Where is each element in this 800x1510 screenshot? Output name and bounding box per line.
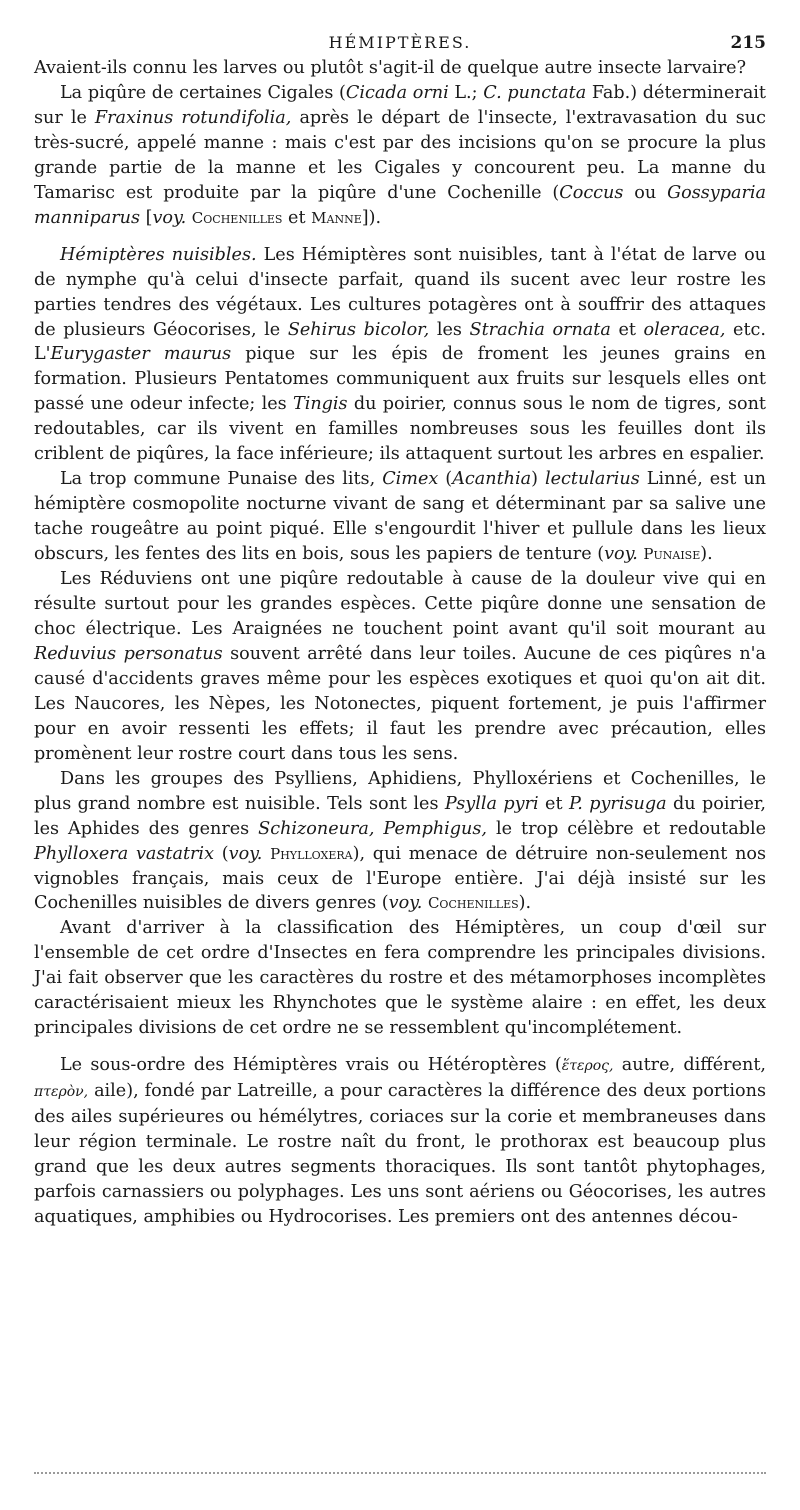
text-run: après le départ de l'insecte, l'extravasation du suc très-sucré, appelé manne : mais c'est par des incisions qu'on se procure la plus grande partie de la manne et les Cigales y concourent peu. La manne du Tamarisc est produite par la piqûre d'une Cochenille ( xyxy=(34,107,766,203)
paragraph-1 xyxy=(34,56,766,81)
text-run: et xyxy=(282,207,312,228)
paragraph-7 xyxy=(34,916,766,1041)
running-title: HÉMIPTÈRES. xyxy=(328,33,472,52)
text-run: Le sous-ordre des Hémiptères vrais ou Hétéroptères ( xyxy=(60,1055,562,1076)
small-caps-reference: Cochenilles xyxy=(191,208,283,227)
species-name: Phylloxera vastatrix xyxy=(34,843,214,864)
text-run: Les Réduviens ont une piqûre redoutable à cause de la douleur vive qui en résulte surtout pour les grandes espèces. Cette piqûre donne une sensation de choc électrique. Les Araignées ne touchent point avant qu'il soit mourant au xyxy=(34,569,766,639)
text-run: ). xyxy=(700,544,713,565)
text-run: Dans les groupes des Psylliens, Aphidiens, Phylloxériens et Cochenilles, le plus grand nombre est nuisible. Tels sont les xyxy=(34,768,766,814)
paragraph-text: Avant d'arriver à la classification des Hémiptères, un coup d'œil sur l'ensemble de cet ordre d'Insectes en fera comprendre les principales divisions. J'ai fait observer que les caractères du rostre et des métamorphoses incomplètes caractérisaient mieux les Rhynchotes que le système alaire : en effet, les deux principales divisions de cet ordre ne se ressemblent qu'incomplétement. xyxy=(34,918,766,1039)
body-text xyxy=(34,56,766,1230)
paragraph-4 xyxy=(34,467,766,567)
species-name: lectularius xyxy=(544,469,640,490)
greek-word: πτερὸν, xyxy=(34,1084,89,1101)
cross-reference: voy. xyxy=(228,843,263,864)
text-run: ou xyxy=(623,182,668,203)
text-run: etc. L' xyxy=(34,319,766,365)
greek-word: ἕτερος, xyxy=(561,1058,614,1075)
species-name: oleracea, xyxy=(643,319,726,340)
text-run: Fab.) déterminerait sur le xyxy=(34,82,766,128)
text-run xyxy=(262,844,270,864)
text-run: du poirier, les Aphides des genres xyxy=(34,793,766,839)
paragraph-6 xyxy=(34,767,766,917)
text-run: pique sur les épis de froment les jeunes grains en formation. Plusieurs Pentatomes communiquent aux fruits sur lesquels elles ont passé une odeur infecte; les xyxy=(34,344,766,415)
text-run: La piqûre de certaines Cigales ( xyxy=(60,82,346,103)
small-caps-reference: Manne xyxy=(311,208,362,227)
text-run: le trop célèbre et redoutable xyxy=(487,818,766,839)
text-run: ]). xyxy=(361,207,382,228)
text-run: du poirier, connus sous le nom de tigres, sont redoutables, car ils vivent en familles nombreuses sous les feuilles dont ils criblent de piqûres, la face inférieure; ils attaquent surtout les arbres en espalier. xyxy=(34,394,766,465)
text-run: L.; xyxy=(448,82,484,103)
paragraph-3 xyxy=(34,243,766,468)
species-name: Coccus xyxy=(559,182,624,203)
paragraph-2 xyxy=(34,81,766,231)
small-caps-reference: Cochenilles xyxy=(427,894,519,913)
small-caps-reference: Punaise xyxy=(643,545,701,564)
text-run: La trop commune Punaise des lits, xyxy=(60,469,383,490)
paragraph-8 xyxy=(34,1053,766,1230)
page-number: 215 xyxy=(730,33,766,53)
species-name: Sehirus bicolor, xyxy=(287,319,430,340)
book-page xyxy=(34,30,766,1230)
species-name: Reduvius personatus xyxy=(34,643,223,664)
text-run: autre, différent, xyxy=(613,1055,766,1076)
species-name: P. pyrisuga xyxy=(568,793,667,814)
text-run: ( xyxy=(438,469,453,490)
cross-reference: voy. xyxy=(388,893,423,914)
text-run: souvent arrêté dans leur toiles. Aucune de ces piqûres n'a causé d'accidents graves même pour les espèces exotiques et quoi qu'on ait dit. Les Naucores, les Nèpes, les Notonectes, piquent fortement, je puis l'affirmer pour en avoir ressenti les effets; il faut les prendre avec précaution, elles promènent leur rostre court dans tous les sens. xyxy=(34,643,766,764)
paragraph-5 xyxy=(34,567,766,767)
section-heading: Hémiptères nuisibles. xyxy=(60,244,257,265)
species-name: Gossyparia manniparus xyxy=(34,182,766,228)
species-name: C. punctata xyxy=(483,82,587,103)
small-caps-reference: Phylloxera xyxy=(270,844,353,863)
species-name: Tingis xyxy=(292,394,348,415)
species-name: Psylla pyri xyxy=(444,793,539,814)
text-run: ). xyxy=(518,893,532,914)
text-run: et xyxy=(610,319,644,340)
species-name: Cimex xyxy=(382,469,439,490)
text-run: ) xyxy=(531,469,545,490)
species-name: Strachia ornata xyxy=(469,319,611,340)
species-name: Eurygaster maurus xyxy=(50,344,232,365)
text-run: aile), fondé par Latreille, a pour caractères la différence des deux portions des ailes supérieures ou hémélytres, coriaces sur la corie et membraneuses dans leur région terminale. Le rostre naît du front, le prothorax est beaucoup plus grand que les deux autres segments thoraciques. Ils sont tantôt phytophages, parfois carnassiers ou polyphages. Les uns sont aériens ou Géocorises, les autres aquatiques, amphibies ou Hydrocorises. Les premiers ont des antennes décou- xyxy=(34,1081,766,1227)
text-run: ), qui menace de détruire non-seulement nos vignobles français, mais ceux de l'Europe entière. J'ai déjà insisté sur les Cochenilles nuisibles de divers genres ( xyxy=(34,843,767,914)
text-run: ( xyxy=(214,843,229,864)
cross-reference: voy. xyxy=(604,544,638,565)
text-run: les xyxy=(429,319,470,340)
bottom-dotted-rule xyxy=(34,1472,766,1474)
species-name: Fraxinus rotundifolia, xyxy=(94,107,292,128)
running-head xyxy=(34,30,766,56)
species-name: Acanthia xyxy=(452,469,532,490)
species-name: Cicada orni xyxy=(345,82,449,103)
text-run: [ xyxy=(139,207,153,228)
cross-reference: voy. xyxy=(152,207,187,228)
text-run: Les Hémiptères sont nuisibles, tant à l'état de larve ou de nymphe qu'à celui d'insecte parfait, quand ils sucent avec leur rostre les parties tendres des végétaux. Les cultures potagères ont à souffrir des attaques de plusieurs Géocorises, le xyxy=(34,244,766,340)
text-run: et xyxy=(538,793,569,814)
species-name: Schizoneura, Pemphigus, xyxy=(258,818,488,839)
text-run: Linné, est un hémiptère cosmopolite nocturne vivant de sang et déterminant par sa salive une tache rougeâtre au point piqué. Elle s'engourdit l'hiver et pullule dans les lieux obscurs, les fentes des lits en bois, sous les papiers de tenture ( xyxy=(34,469,766,565)
paragraph-text: Avaient-ils connu les larves ou plutôt s'agit-il de quelque autre insecte larvaire? xyxy=(34,58,747,78)
